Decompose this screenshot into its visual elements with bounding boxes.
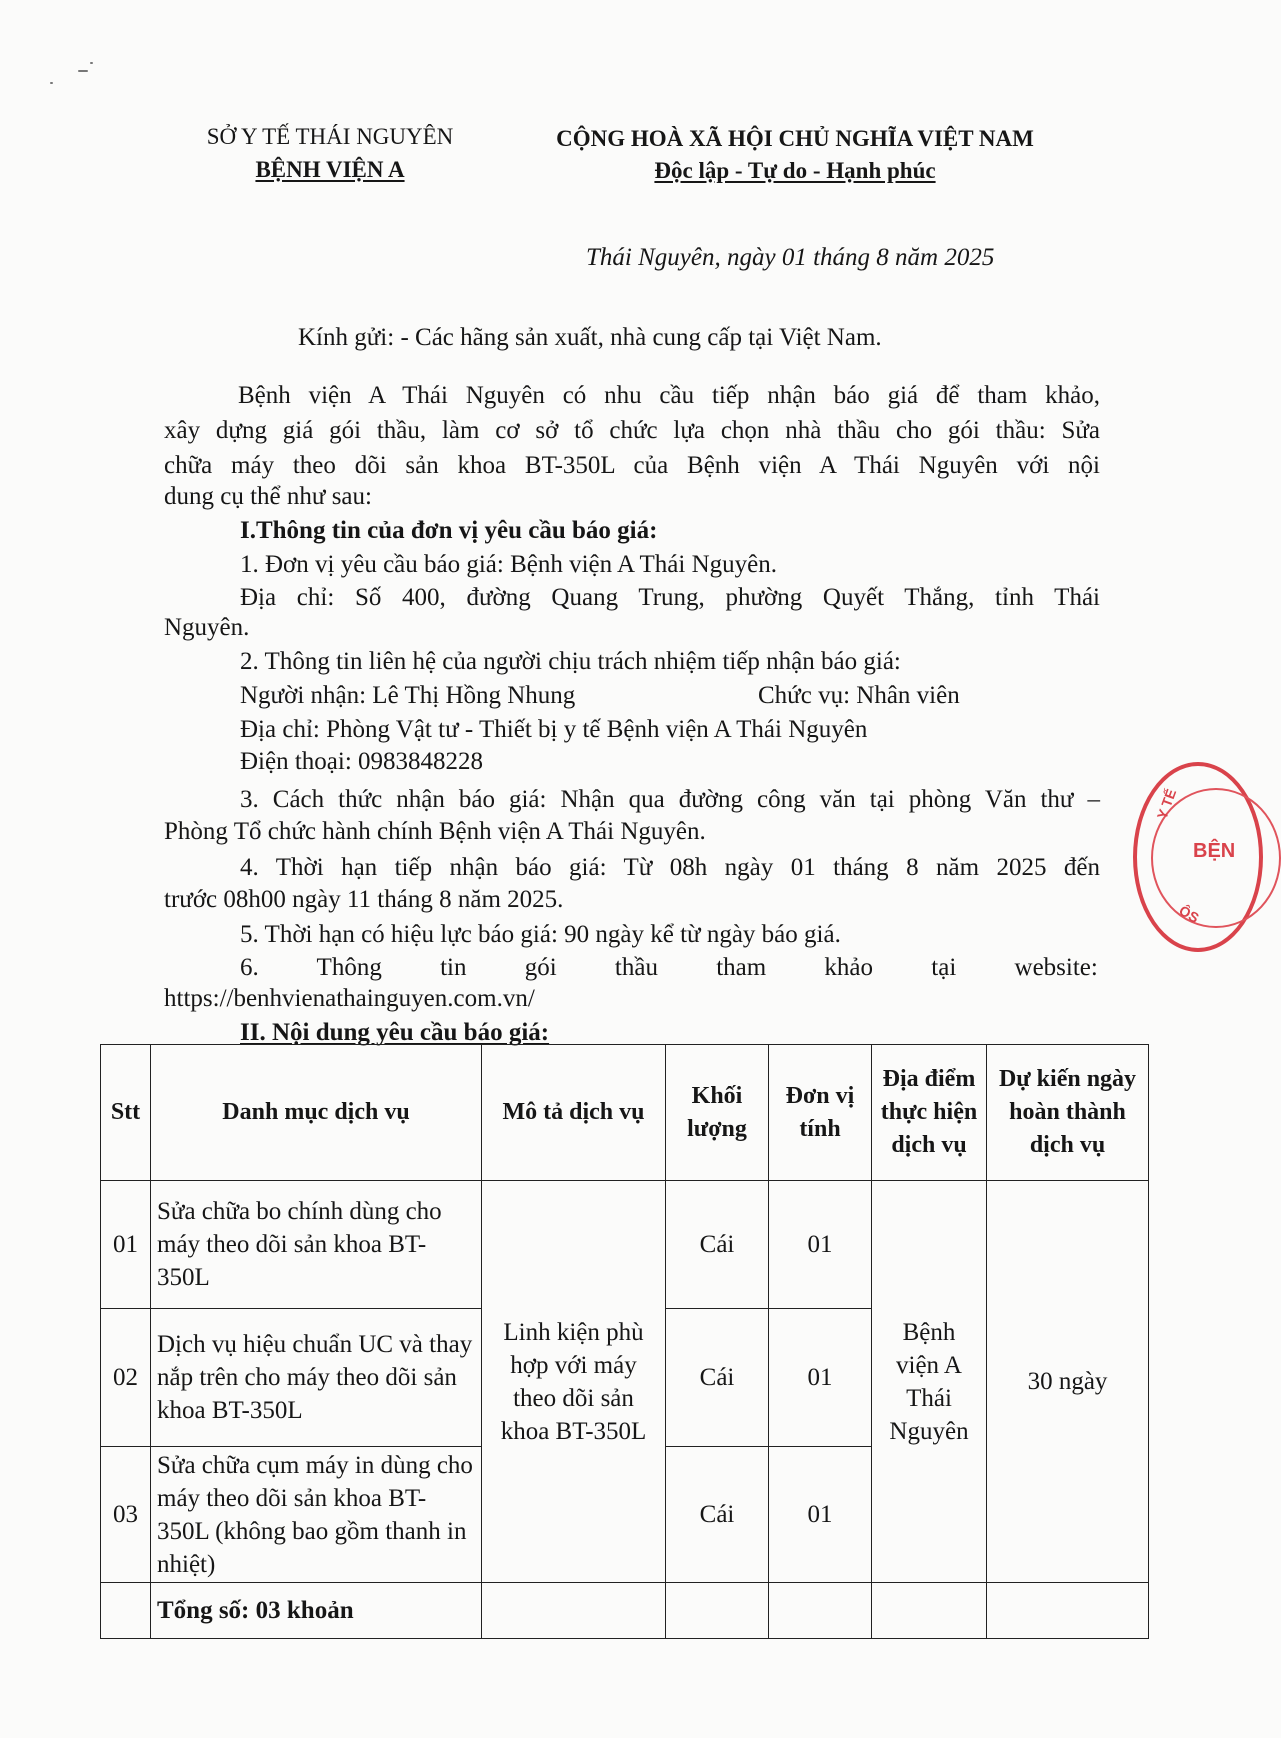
section1-address: Địa chỉ: Số 400, đường Quang Trung, phường Quyết Thắng, tỉnh Thái <box>240 584 1100 611</box>
section2-title: II. Nội dung yêu cầu báo giá: <box>240 1019 550 1046</box>
shared-description: Linh kiện phù hợp với máy theo dõi sản khoa BT-350L <box>482 1181 666 1583</box>
total-label: Tổng số: 03 khoản <box>151 1583 482 1639</box>
website-link[interactable]: https://benhvienathainguyen.com.vn/ <box>164 985 535 1012</box>
section1-title: I.Thông tin của đơn vị yêu cầu báo giá: <box>240 517 658 544</box>
shared-completion: 30 ngày <box>987 1181 1149 1583</box>
stamp-text: Y TẾ <box>1153 786 1180 822</box>
row-service: Sửa chữa bo chính dùng cho máy theo dõi sản khoa BT-350L <box>151 1181 482 1309</box>
section1-item4: 4. Thời hạn tiếp nhận báo giá: Từ 08h ngày 01 tháng 8 năm 2025 đến <box>240 854 1100 881</box>
row-stt: 03 <box>101 1447 151 1583</box>
quote-request-table <box>100 1044 1149 1639</box>
intro-line: chữa máy theo dõi sản khoa BT-350L của Bệnh viện A Thái Nguyên với nội <box>164 452 1100 479</box>
red-seal-stamp <box>1133 762 1263 952</box>
total-empty-cell <box>482 1583 666 1639</box>
header-right-line1: CỘNG HOÀ XÃ HỘI CHỦ NGHĨA VIỆT NAM <box>556 126 1034 151</box>
total-empty-cell <box>987 1583 1149 1639</box>
header-completion: Dự kiến ngày hoàn thành dịch vụ <box>987 1045 1149 1181</box>
receiver-position: Chức vụ: Nhân viên <box>758 682 960 709</box>
section1-item4-cont: trước 08h00 ngày 11 tháng 8 năm 2025. <box>164 886 564 913</box>
stamp-text: BỆN <box>1193 840 1236 862</box>
recipient-line: Kính gửi: - Các hãng sản xuất, nhà cung cấp tại Việt Nam. <box>298 324 882 351</box>
row-service: Dịch vụ hiệu chuẩn UC và thay nắp trên cho máy theo dõi sản khoa BT-350L <box>151 1309 482 1447</box>
intro-line: xây dựng giá gói thầu, làm cơ sở tổ chức lựa chọn nhà thầu cho gói thầu: Sửa <box>164 417 1100 444</box>
intro-line: dung cụ thể như sau: <box>164 483 372 510</box>
section1-item3-cont: Phòng Tổ chức hành chính Bệnh viện A Thái Nguyên. <box>164 818 706 845</box>
total-empty-cell <box>769 1583 872 1639</box>
row-quantity: Cái <box>666 1447 769 1583</box>
section1-address-cont: Nguyên. <box>164 614 250 641</box>
table-total-row <box>101 1583 1149 1639</box>
scan-speck <box>78 70 88 72</box>
row-stt: 02 <box>101 1309 151 1447</box>
section1-item1: 1. Đơn vị yêu cầu báo giá: Bệnh viện A Thái Nguyên. <box>240 551 777 578</box>
table-row <box>101 1181 1149 1309</box>
header-quantity: Khối lượng <box>666 1045 769 1181</box>
receiver-name: Người nhận: Lê Thị Hồng Nhung <box>240 682 576 709</box>
header-left-line2: BỆNH VIỆN A <box>255 157 405 182</box>
row-service: Sửa chữa cụm máy in dùng cho máy theo dõi sản khoa BT-350L (không bao gồm thanh in nhiệt) <box>151 1447 482 1583</box>
row-unit: 01 <box>769 1309 872 1447</box>
row-quantity: Cái <box>666 1309 769 1447</box>
intro-line: Bệnh viện A Thái Nguyên có nhu cầu tiếp nhận báo giá để tham khảo, <box>238 382 1100 409</box>
shared-location: Bệnh viện A Thái Nguyên <box>872 1181 987 1583</box>
total-empty-cell <box>101 1583 151 1639</box>
header-stt: Stt <box>101 1045 151 1181</box>
section1-item2: 2. Thông tin liên hệ của người chịu trách nhiệm tiếp nhận báo giá: <box>240 648 901 675</box>
header-description: Mô tả dịch vụ <box>482 1045 666 1181</box>
section1-item5: 5. Thời hạn có hiệu lực báo giá: 90 ngày kể từ ngày báo giá. <box>240 921 841 948</box>
header-location: Địa điểm thực hiện dịch vụ <box>872 1045 987 1181</box>
row-quantity: Cái <box>666 1181 769 1309</box>
header-service: Danh mục dịch vụ <box>151 1045 482 1181</box>
row-stt: 01 <box>101 1181 151 1309</box>
date-line: Thái Nguyên, ngày 01 tháng 8 năm 2025 <box>586 244 995 271</box>
total-empty-cell <box>872 1583 987 1639</box>
receiver-address: Địa chỉ: Phòng Vật tư - Thiết bị y tế Bệnh viện A Thái Nguyên <box>240 716 868 743</box>
section1-item3: 3. Cách thức nhận báo giá: Nhận qua đường công văn tại phòng Văn thư – <box>240 786 1100 813</box>
table-header-row <box>101 1045 1149 1181</box>
header-unit: Đơn vị tính <box>769 1045 872 1181</box>
section1-item6: 6. Thông tin gói thầu tham khảo tại website: <box>240 954 1098 981</box>
scan-speck <box>50 82 53 84</box>
total-empty-cell <box>666 1583 769 1639</box>
row-unit: 01 <box>769 1447 872 1583</box>
scan-speck <box>90 62 93 64</box>
header-right-line2: Độc lập - Tự do - Hạnh phúc <box>654 158 936 183</box>
receiver-phone: Điện thoại: 0983848228 <box>240 748 484 775</box>
stamp-text: ÔS <box>1176 902 1202 926</box>
header-left-line1: SỞ Y TẾ THÁI NGUYÊN <box>206 124 454 149</box>
row-unit: 01 <box>769 1181 872 1309</box>
